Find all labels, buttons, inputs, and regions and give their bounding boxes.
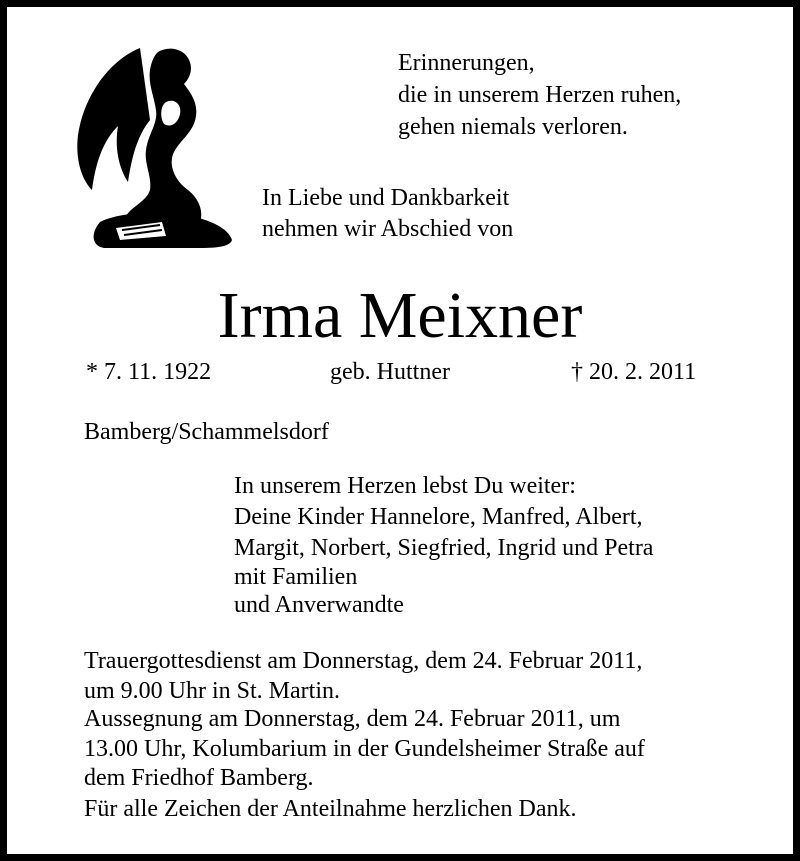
motto-line-1: Erinnerungen,: [398, 50, 535, 76]
service-line-3: Aussegnung am Donnerstag, dem 24. Februar 2011, um: [84, 706, 621, 732]
service-line-2: um 9.00 Uhr in St. Martin.: [84, 678, 340, 704]
service-line-1: Trauergottesdienst am Donnerstag, dem 24. Februar 2011,: [84, 648, 643, 674]
mourners-line-5: und Anverwandte: [234, 592, 404, 618]
mourners-line-3: Margit, Norbert, Siegfried, Ingrid und Petra: [234, 535, 654, 561]
birth-date: * 7. 11. 1922: [86, 359, 212, 385]
mourners-line-4: mit Familien: [234, 564, 358, 590]
motto-line-3: gehen niemals verloren.: [398, 114, 628, 140]
mourners-line-1: In unserem Herzen lebst Du weiter:: [234, 473, 576, 499]
service-line-6: Für alle Zeichen der Anteilnahme herzlichen Dank.: [84, 796, 577, 822]
place-of-residence: Bamberg/Schammelsdorf: [84, 419, 329, 445]
mourning-angel-illustration: [70, 40, 250, 250]
intro-line-2: nehmen wir Abschied von: [262, 216, 514, 242]
motto-line-2: die in unserem Herzen ruhen,: [398, 82, 682, 108]
service-line-4: 13.00 Uhr, Kolumbarium in der Gundelsheimer Straße auf: [84, 736, 645, 762]
deceased-name: Irma Meixner: [217, 279, 583, 352]
intro-line-1: In Liebe und Dankbarkeit: [262, 185, 510, 211]
maiden-name: geb. Huttner: [330, 359, 450, 385]
death-date: † 20. 2. 2011: [571, 359, 697, 385]
service-line-5: dem Friedhof Bamberg.: [84, 765, 314, 791]
mourners-line-2: Deine Kinder Hannelore, Manfred, Albert,: [234, 504, 643, 530]
